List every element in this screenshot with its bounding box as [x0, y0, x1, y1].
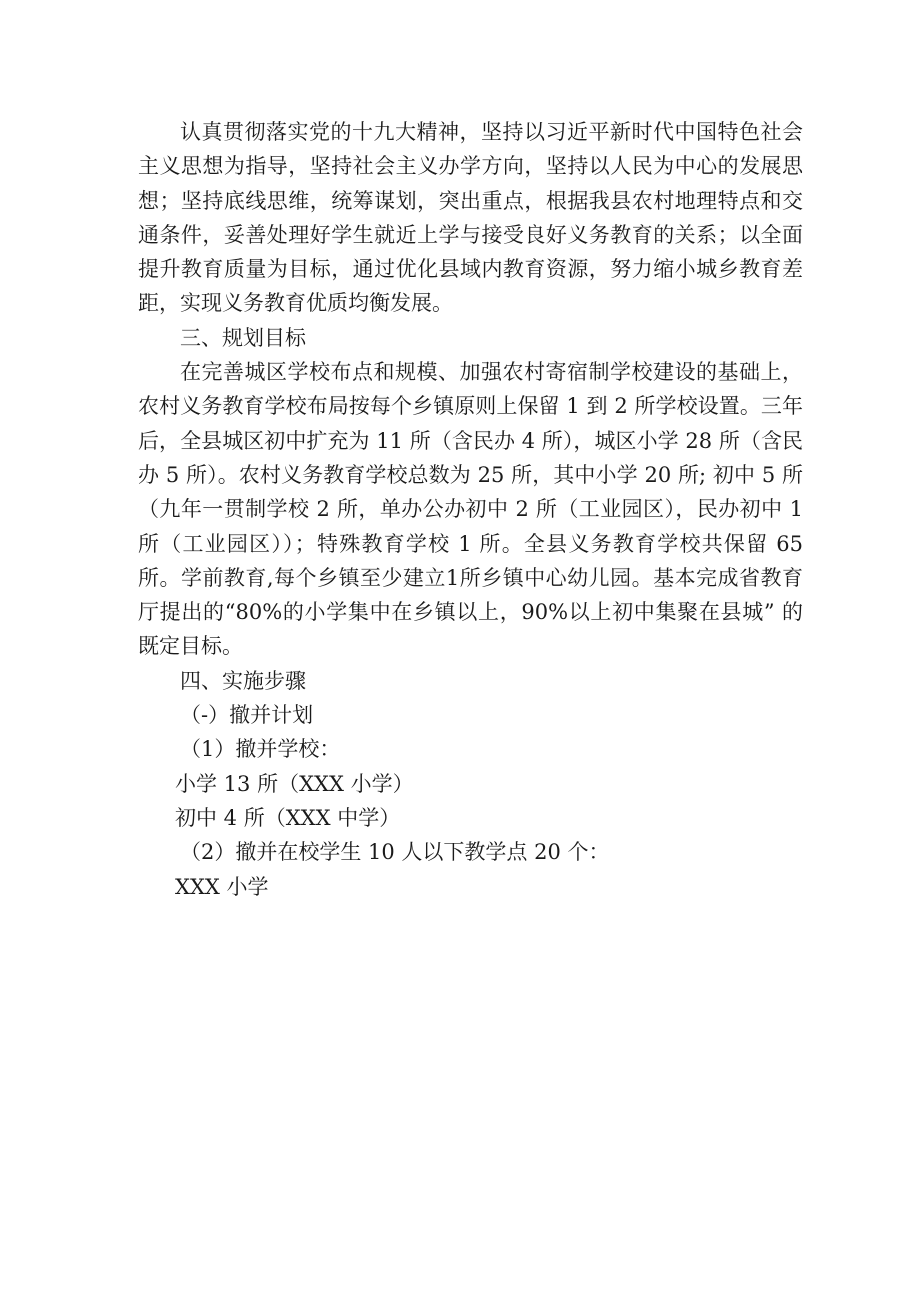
list-item-middle-schools: 初中 4 所（XXX 中学） [175, 805, 401, 830]
subheading-merge-plan: （-）撤并计划 [180, 703, 314, 728]
list-item-teaching-point-school: XXX 小学 [175, 874, 269, 899]
item-merge-schools: （1）撤并学校： [180, 737, 341, 762]
heading-planning-goals: 三、规划目标 [180, 325, 306, 350]
paragraph-planning-goals: 在完善城区学校布点和规模、加强农村寄宿制学校建设的基础上，农村义务教育学校布局按每个乡镇原则上保留 1 到 2 所学校设置。三年后，全县城区初中扩充为 11 所（含民办 4 所），城区小学 28 所（含民办 5 所）。农村义务教育学校总数为 25 所，其中小学 20 所; 初中 5 所（九年一贯制学校 2 所，单办公办初中 2 所（工业园区），民办初中 1 所（工业园区））；特殊教育学校 1 所。全县义务教育学校共保留 65 所。学前教育,每个乡镇至少建立1所乡镇中心幼儿园。基本完成省教育厅提出的“80%的小学集中在乡镇以上，90%以上初中集聚在县城” 的既定目标。 [138, 360, 803, 659]
item-merge-teaching-points: （2）撤并在校学生 10 人以下教学点 20 个： [180, 840, 610, 865]
heading-implementation-steps: 四、实施步骤 [180, 668, 306, 693]
paragraph-guiding-principles: 认真贯彻落实党的十九大精神，坚持以习近平新时代中国特色社会主义思想为指导，坚持社会主义办学方向，坚持以人民为中心的发展思想；坚持底线思维，统筹谋划，突出重点，根据我县农村地理特点和交通条件，妥善处理好学生就近上学与接受良好义务教育的关系；以全面提升教育质量为目标，通过优化县域内教育资源，努力缩小城乡教育差距，实现义务教育优质均衡发展。 [138, 120, 803, 316]
list-item-primary-schools: 小学 13 所（XXX 小学） [175, 771, 414, 796]
document-body [138, 115, 803, 904]
